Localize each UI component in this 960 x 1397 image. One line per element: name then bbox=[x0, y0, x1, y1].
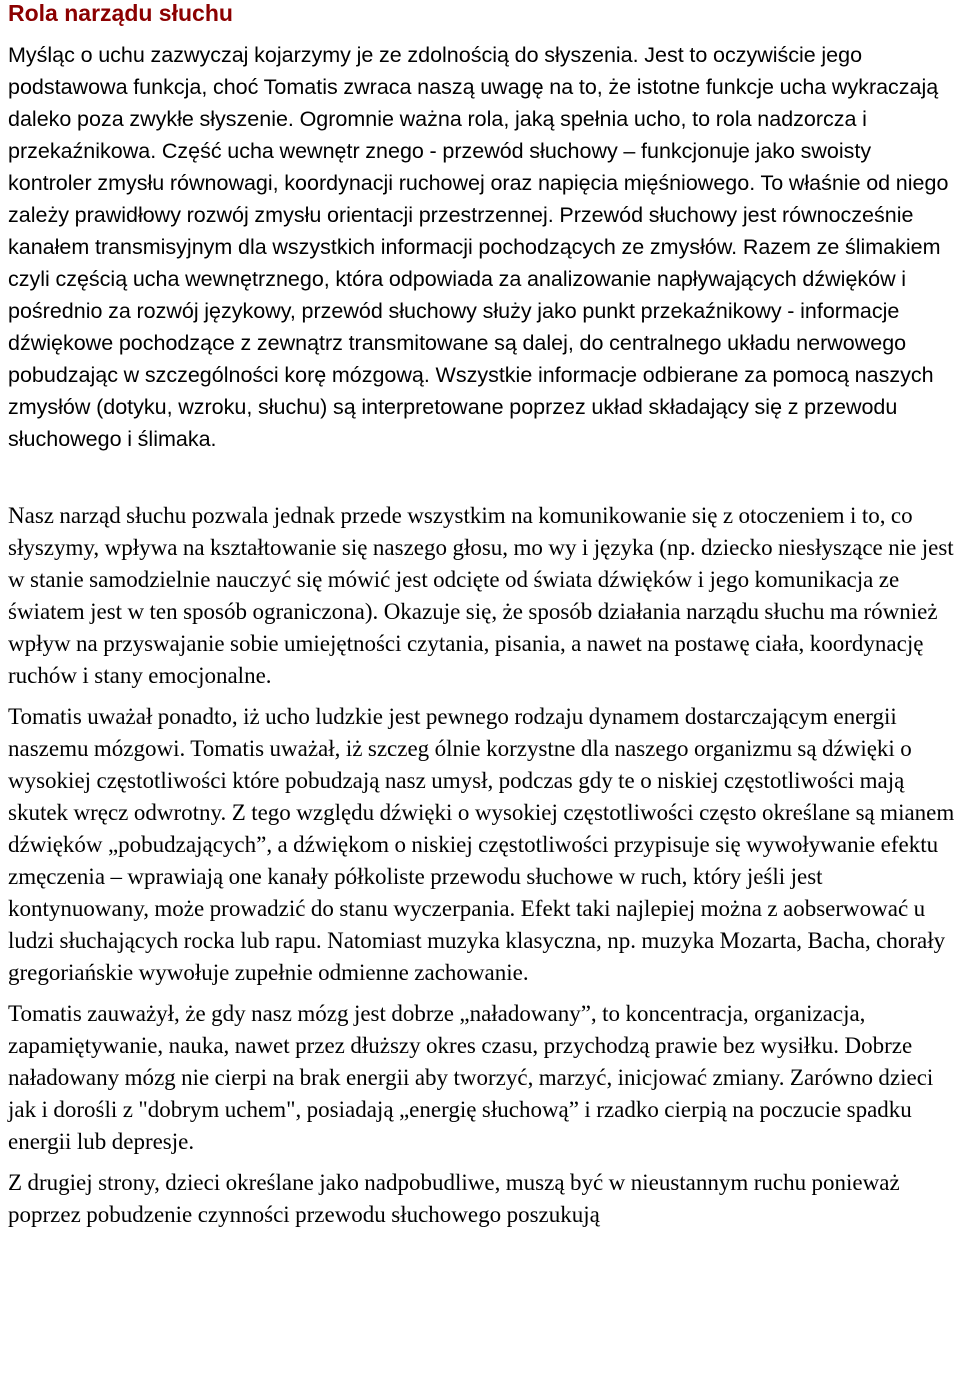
paragraph-communication: Nasz narząd słuchu pozwala jednak przede wszystkim na komunikowanie się z otoczeniem i to, co słyszymy, wpływa na kształtowanie się naszego głosu, mo wy i języka (np. dziecko niesłyszące nie jest w stanie samodzielnie nauczyć się mówić jest odcięte od świata dźwięków i jego komunikacja ze światem jest w ten sposób ograniczona). Okazuje się, że sposób działania narządu słuchu ma również wpływ na przyswajanie sobie umiejętności czytania, pisania, a nawet na postawę ciała, koordynację ruchów i stany emocjonalne. bbox=[8, 503, 954, 688]
document-page bbox=[8, 0, 956, 1231]
paragraph-tomatis-dynamo: Tomatis uważał ponadto, iż ucho ludzkie jest pewnego rodzaju dynamem dostarczającym energii naszemu mózgowi. Tomatis uważał, iż szczeg ólnie korzystne dla naszego organizmu są dźwięki o wysokiej częstotliwości które pobudzają nasz umysł, podczas gdy te o niskiej częstotliwości mają skutek wręcz odwrotny. Z tego względu dźwięki o wysokiej częstotliwości często określane są mianem dźwięków „pobudzających”, a dźwiękom o niskiej częstotliwości przypisuje się wywoływanie efektu zmęczenia – wprawiają one kanały półkoliste przewodu słuchowe w ruch, który jeśli jest kontynuowany, może prowadzić do stanu wyczerpania. Efekt taki najlepiej można z aobserwować u ludzi słuchających rocka lub rapu. Natomiast muzyka klasyczna, np. muzyka Mozarta, Bacha, chorały gregoriańskie wywołuje zupełnie odmienne zachowanie. bbox=[8, 704, 955, 985]
paragraph-ear-functions: Myśląc o uchu zazwyczaj kojarzymy je ze zdolnością do słyszenia. Jest to oczywiście jego podstawowa funkcja, choć Tomatis zwraca naszą uwagę na to, że istotne funkcje ucha wykraczają daleko poza zwykłe słyszenie. Ogromnie ważna rola, jaką spełnia ucho, to rola nadzorcza i przekaźnikowa. Część ucha wewnętr znego - przewód słuchowy – funkcjonuje jako swoisty kontroler zmysłu równowagi, koordynacji ruchowej oraz napięcia mięśniowego. To właśnie od niego zależy prawidłowy rozwój zmysłu orientacji przestrzennej. Przewód słuchowy jest równocześnie kanałem transmisyjnym dla wszystkich informacji pochodzących ze zmysłów. Razem ze ślimakiem czyli częścią ucha wewnętrznego, która odpowiada za analizowanie napływających dźwięków i pośrednio za rozwój językowy, przewód słuchowy służy jako punkt przekaźnikowy - informacje dźwiękowe pochodzące z zewnątrz transmitowane są dalej, do centralnego układu nerwowego pobudzając w szczególności korę mózgową. Wszystkie informacje odbierane za pomocą naszych zmysłów (dotyku, wzroku, słuchu) są interpretowane poprzez układ składający się z przewodu słuchowego i ślimaka. bbox=[8, 43, 949, 451]
paragraph-charged-brain: Tomatis zauważył, że gdy nasz mózg jest dobrze „naładowany”, to koncentracja, organizacja, zapamiętywanie, nauka, nawet przez dłuższy okres czasu, przychodzą prawie bez wysiłku. Dobrze naładowany mózg nie cierpi na brak energii aby tworzyć, marzyć, inicjować zmiany. Zarówno dzieci jak i dorośli z "dobrym uchem", posiadają „energię słuchową” i rzadko cierpią na poczucie spadku energii lub depresje. bbox=[8, 1001, 934, 1154]
document-title: Rola narządu słuchu bbox=[8, 0, 233, 26]
paragraph-hyperactive-children: Z drugiej strony, dzieci określane jako nadpobudliwe, muszą być w nieustannym ruchu ponieważ poprzez pobudzenie czynności przewodu słuchowego poszukują bbox=[8, 1170, 900, 1227]
